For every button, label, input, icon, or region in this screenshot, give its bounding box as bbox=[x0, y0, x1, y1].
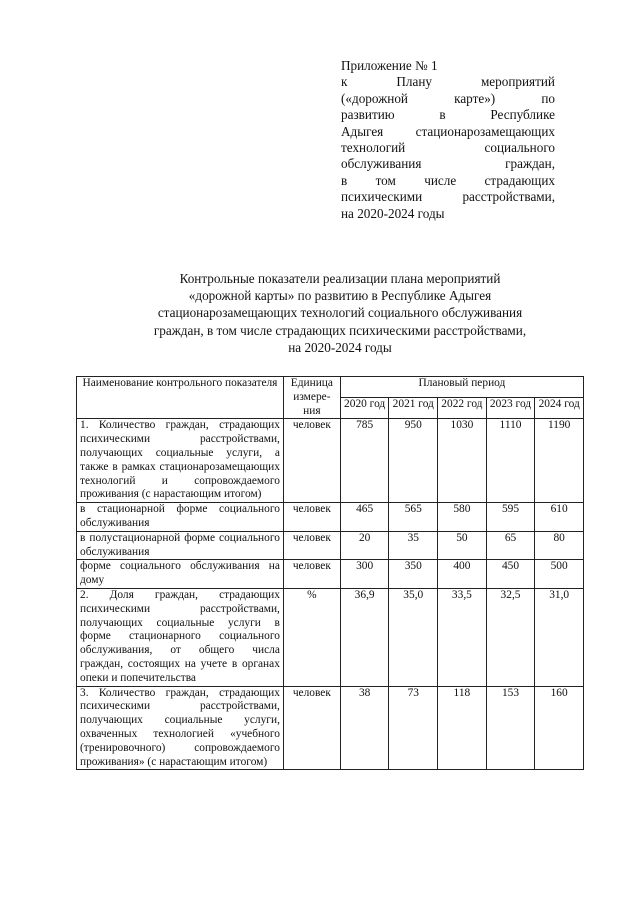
indicator-name: в полустационарной форме социального обслуживания bbox=[77, 531, 284, 560]
value-cell: 36,9 bbox=[340, 588, 389, 686]
value-cell: 400 bbox=[438, 560, 487, 589]
value-cell: 80 bbox=[535, 531, 584, 560]
indicator-unit: человек bbox=[283, 531, 340, 560]
annex-reference bbox=[341, 58, 555, 222]
table-row bbox=[77, 503, 584, 532]
annex-line: Адыгея стационарозамещающих bbox=[341, 123, 555, 139]
value-cell: 580 bbox=[438, 503, 487, 532]
indicator-name: форме социального обслуживания на дому bbox=[77, 560, 284, 589]
value-cell: 35,0 bbox=[389, 588, 438, 686]
annex-line: технологий социального bbox=[341, 140, 555, 156]
value-cell: 300 bbox=[340, 560, 389, 589]
value-cell: 350 bbox=[389, 560, 438, 589]
value-cell: 118 bbox=[438, 686, 487, 770]
value-cell: 785 bbox=[340, 419, 389, 503]
indicator-name: 2. Доля граждан, страдающих психическими расстройствами, получающих социальные услуги в форме стационарного социального обслуживания, от общего числа граждан, состоящих на учете в органах опеки и попечительства bbox=[77, 588, 284, 686]
table-header-row bbox=[77, 377, 584, 398]
annex-line: к Плану мероприятий bbox=[341, 74, 555, 90]
header-indicator-name: Наименование контрольного показателя bbox=[77, 377, 284, 419]
value-cell: 595 bbox=[486, 503, 535, 532]
value-cell: 610 bbox=[535, 503, 584, 532]
value-cell: 160 bbox=[535, 686, 584, 770]
annex-line: развитию в Республике bbox=[341, 107, 555, 123]
header-planned-period: Плановый период bbox=[340, 377, 583, 398]
value-cell: 950 bbox=[389, 419, 438, 503]
value-cell: 31,0 bbox=[535, 588, 584, 686]
value-cell: 50 bbox=[438, 531, 487, 560]
table-row bbox=[77, 419, 584, 503]
indicator-unit: % bbox=[283, 588, 340, 686]
title-line: граждан, в том числе страдающих психическими расстройствами, bbox=[153, 322, 527, 338]
indicator-unit: человек bbox=[283, 503, 340, 532]
table-row bbox=[77, 588, 584, 686]
indicator-unit: человек bbox=[283, 686, 340, 770]
annex-line: обслуживания граждан, bbox=[341, 156, 555, 172]
value-cell: 465 bbox=[340, 503, 389, 532]
annex-line: на 2020-2024 годы bbox=[341, 205, 445, 221]
header-unit: Единица измере-ния bbox=[283, 377, 340, 419]
annex-line: («дорожной карте») по bbox=[341, 90, 555, 106]
document-title bbox=[100, 270, 580, 356]
annex-line: Приложение № 1 bbox=[341, 58, 438, 73]
value-cell: 450 bbox=[486, 560, 535, 589]
indicator-name: в стационарной форме социального обслуживания bbox=[77, 503, 284, 532]
header-year: 2020 год bbox=[340, 398, 389, 419]
indicator-name: 3. Количество граждан, страдающих психическими расстройствами, получающих социальные услуги, охваченных технологией «учебного (тренировочного) сопровождаемого проживания» (с нарастающим итогом) bbox=[77, 686, 284, 770]
title-line: стационарозамещающих технологий социального обслуживания bbox=[157, 305, 523, 321]
title-line: Контрольные показатели реализации плана мероприятий bbox=[179, 271, 501, 286]
value-cell: 20 bbox=[340, 531, 389, 560]
indicator-name: 1. Количество граждан, страдающих психическими расстройствами, получающих социальные услуги, а также в рамках стационарозамещающих технологий и сопровождаемого проживания (с нарастающим итогом) bbox=[77, 419, 284, 503]
value-cell: 500 bbox=[535, 560, 584, 589]
value-cell: 32,5 bbox=[486, 588, 535, 686]
indicator-unit: человек bbox=[283, 419, 340, 503]
value-cell: 38 bbox=[340, 686, 389, 770]
value-cell: 1190 bbox=[535, 419, 584, 503]
value-cell: 1030 bbox=[438, 419, 487, 503]
indicator-unit: человек bbox=[283, 560, 340, 589]
value-cell: 73 bbox=[389, 686, 438, 770]
header-year: 2022 год bbox=[438, 398, 487, 419]
table-row bbox=[77, 686, 584, 770]
value-cell: 35 bbox=[389, 531, 438, 560]
value-cell: 565 bbox=[389, 503, 438, 532]
value-cell: 153 bbox=[486, 686, 535, 770]
table-row bbox=[77, 560, 584, 589]
annex-line: в том числе страдающих bbox=[341, 172, 555, 188]
header-year: 2021 год bbox=[389, 398, 438, 419]
header-year: 2023 год bbox=[486, 398, 535, 419]
indicators-table bbox=[76, 376, 584, 770]
title-line: на 2020-2024 годы bbox=[288, 339, 392, 355]
annex-line: психическими расстройствами, bbox=[341, 189, 555, 205]
value-cell: 1110 bbox=[486, 419, 535, 503]
title-line: «дорожной карты» по развитию в Республике Адыгея bbox=[188, 288, 492, 304]
header-year: 2024 год bbox=[535, 398, 584, 419]
value-cell: 65 bbox=[486, 531, 535, 560]
value-cell: 33,5 bbox=[438, 588, 487, 686]
table-row bbox=[77, 531, 584, 560]
